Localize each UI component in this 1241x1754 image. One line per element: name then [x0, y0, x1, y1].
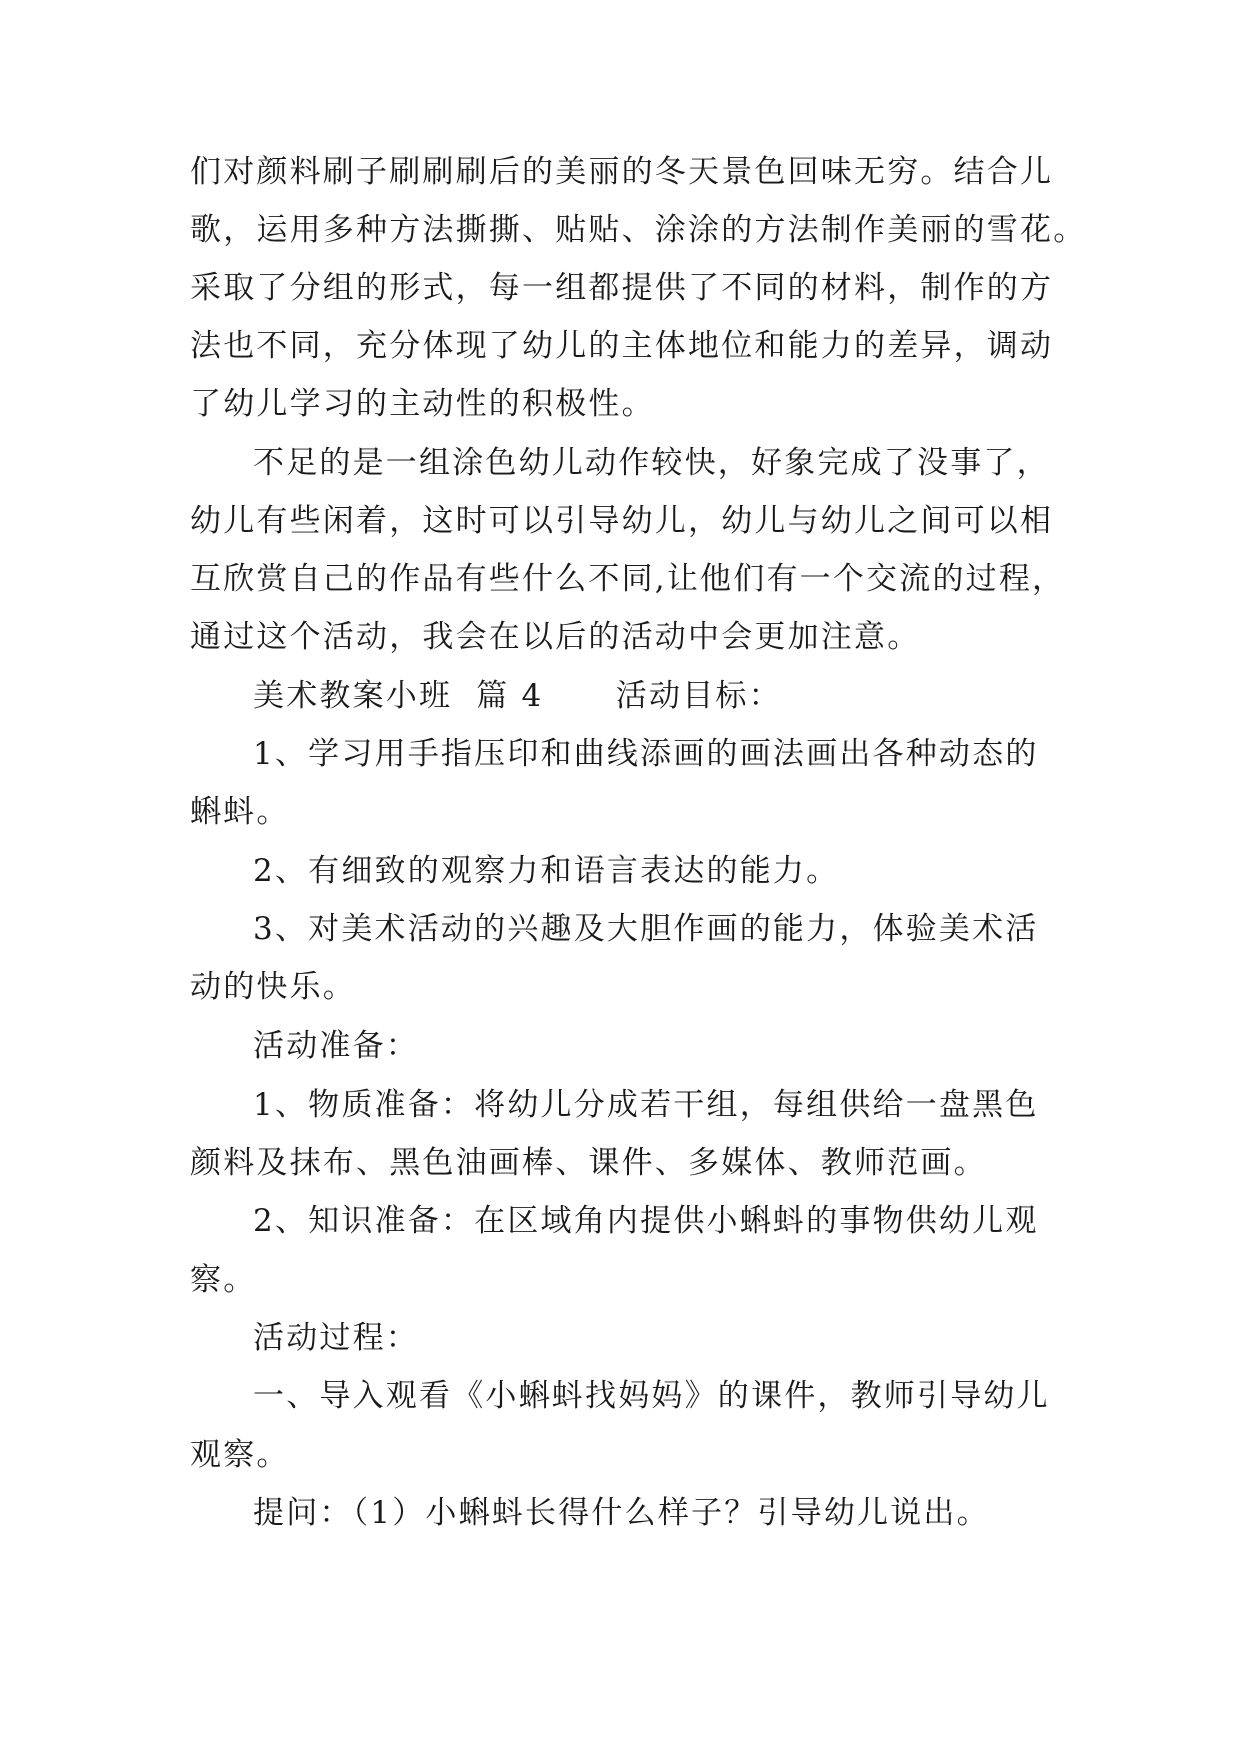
- text-line: 提问：（1）小蝌蚪长得什么样子？引导幼儿说出。: [253, 1495, 990, 1531]
- text-line: 通过这个活动，我会在以后的活动中会更加注意。: [190, 619, 921, 655]
- text-line: 颜料及抹布、黑色油画棒、课件、多媒体、教师范画。: [190, 1145, 987, 1181]
- text-line: 观察。: [190, 1437, 290, 1473]
- text-line: 1、学习用手指压印和曲线添画的画法画出各种动态的: [253, 736, 1039, 772]
- text-line: 活动过程：: [253, 1320, 419, 1356]
- text-line: 采取了分组的形式，每一组都提供了不同的材料，制作的方: [190, 270, 1054, 306]
- text-line: 了幼儿学习的主动性的积极性。: [190, 386, 655, 422]
- text-line: 蝌蚪。: [190, 794, 290, 830]
- text-line: 们对颜料刷子刷刷刷后的美丽的冬天景色回味无穷。结合儿: [190, 154, 1054, 190]
- section-heading: 美术教案小班 篇 4 活动目标：: [253, 678, 782, 714]
- text-line: 察。: [190, 1262, 257, 1298]
- text-line: 3、对美术活动的兴趣及大胆作画的能力，体验美术活: [253, 911, 1039, 947]
- text-line: 1、物质准备：将幼儿分成若干组，每组供给一盘黑色: [253, 1087, 1039, 1123]
- text-line: 幼儿有些闲着，这时可以引导幼儿，幼儿与幼儿之间可以相: [190, 503, 1054, 539]
- text-line: 互欣赏自己的作品有些什么不同,让他们有一个交流的过程，: [190, 561, 1066, 597]
- text-line: 活动准备：: [253, 1028, 419, 1064]
- text-line: 法也不同，充分体现了幼儿的主体地位和能力的差异，调动: [190, 328, 1054, 364]
- text-line: 一、导入观看《小蝌蚪找妈妈》的课件，教师引导幼儿: [253, 1378, 1050, 1414]
- text-line: 2、知识准备：在区域角内提供小蝌蚪的事物供幼儿观: [253, 1203, 1039, 1239]
- text-line: 不足的是一组涂色幼儿动作较快，好象完成了没事了，: [253, 445, 1050, 481]
- text-line: 动的快乐。: [190, 969, 356, 1005]
- text-line: 歌，运用多种方法撕撕、贴贴、涂涂的方法制作美丽的雪花。: [190, 212, 1087, 248]
- text-line: 2、有细致的观察力和语言表达的能力。: [253, 853, 840, 889]
